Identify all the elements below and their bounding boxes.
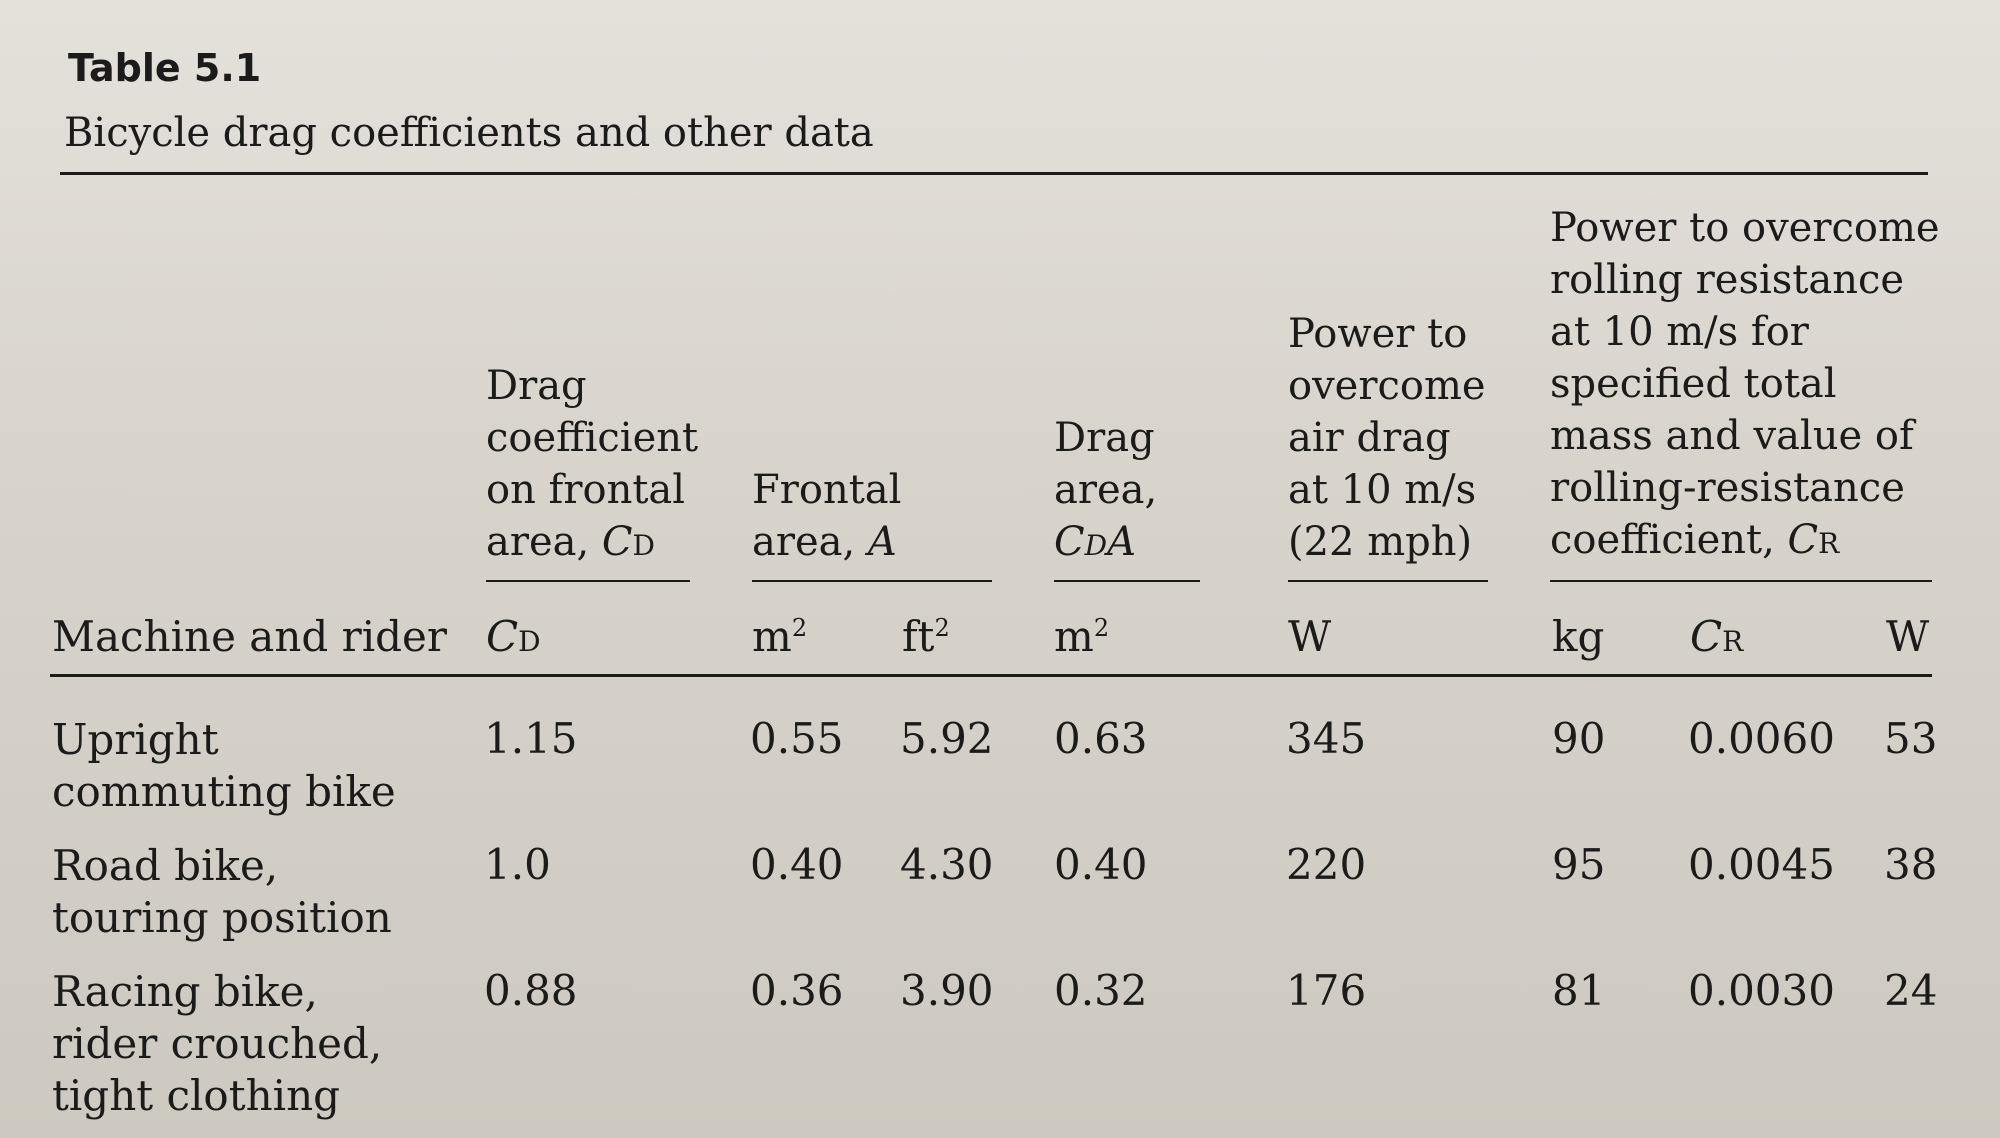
row-ft2: 3.90 [900, 966, 994, 1015]
row-m2: 0.36 [750, 966, 844, 1015]
row-kg: 90 [1552, 714, 1606, 763]
row-kg: 81 [1552, 966, 1606, 1015]
header-frontal-area: Frontal area, A [752, 467, 902, 565]
rule-drag-area [1054, 580, 1200, 582]
row-m2: 0.40 [750, 840, 844, 889]
unit-machine-rider: Machine and rider [52, 612, 447, 661]
unit-kg: kg [1552, 612, 1605, 661]
unit-power-air: W [1288, 612, 1332, 661]
row-label: Road bike, touring position [52, 841, 392, 942]
row-label: Upright commuting bike [52, 715, 396, 816]
units-rule [50, 674, 1932, 677]
header-power-air-drag: Power to overcome air drag at 10 m/s (22 mph) [1288, 311, 1486, 565]
row-cr: 0.0060 [1688, 714, 1835, 763]
header-drag-area: Drag area, CDA [1054, 415, 1158, 565]
row-cda: 0.32 [1054, 966, 1148, 1015]
unit-cda: $m^2$ [1054, 612, 1110, 661]
row-power-air: 176 [1286, 966, 1367, 1015]
rule-cd [486, 580, 690, 582]
unit-m2: $m^2$ [752, 612, 808, 661]
row-cd: 1.0 [484, 840, 551, 889]
table-caption: Bicycle drag coefficients and other data [64, 110, 874, 156]
row-cr: 0.0030 [1688, 966, 1835, 1015]
row-power-air: 345 [1286, 714, 1367, 763]
unit-power-rolling: W [1886, 612, 1930, 661]
rule-power-air [1288, 580, 1488, 582]
row-label: Racing bike, rider crouched, tight clothing [52, 967, 383, 1120]
row-ft2: 5.92 [900, 714, 994, 763]
table-number: Table 5.1 [68, 46, 262, 90]
row-kg: 95 [1552, 840, 1606, 889]
row-cr: 0.0045 [1688, 840, 1835, 889]
row-power-rolling: 53 [1884, 714, 1938, 763]
unit-cd: CD [486, 612, 541, 661]
rule-frontal-area [752, 580, 992, 582]
header-power-rolling-resistance: Power to overcome rolling resistance at 10 m/s for specified total mass and value of rolling-resistance coefficient, CR [1550, 205, 1940, 563]
row-cd: 0.88 [484, 966, 578, 1015]
rule-power-rolling [1550, 580, 1932, 582]
unit-ft2: $ft^2$ [902, 612, 950, 661]
row-cd: 1.15 [484, 714, 578, 763]
row-cda: 0.40 [1054, 840, 1148, 889]
row-ft2: 4.30 [900, 840, 994, 889]
row-power-rolling: 38 [1884, 840, 1938, 889]
row-power-rolling: 24 [1884, 966, 1938, 1015]
unit-cr: CR [1690, 612, 1744, 661]
row-cda: 0.63 [1054, 714, 1148, 763]
row-power-air: 220 [1286, 840, 1367, 889]
header-drag-coefficient: Drag coefficient on frontal area, CD [486, 363, 699, 565]
row-m2: 0.55 [750, 714, 844, 763]
top-rule [60, 172, 1928, 175]
